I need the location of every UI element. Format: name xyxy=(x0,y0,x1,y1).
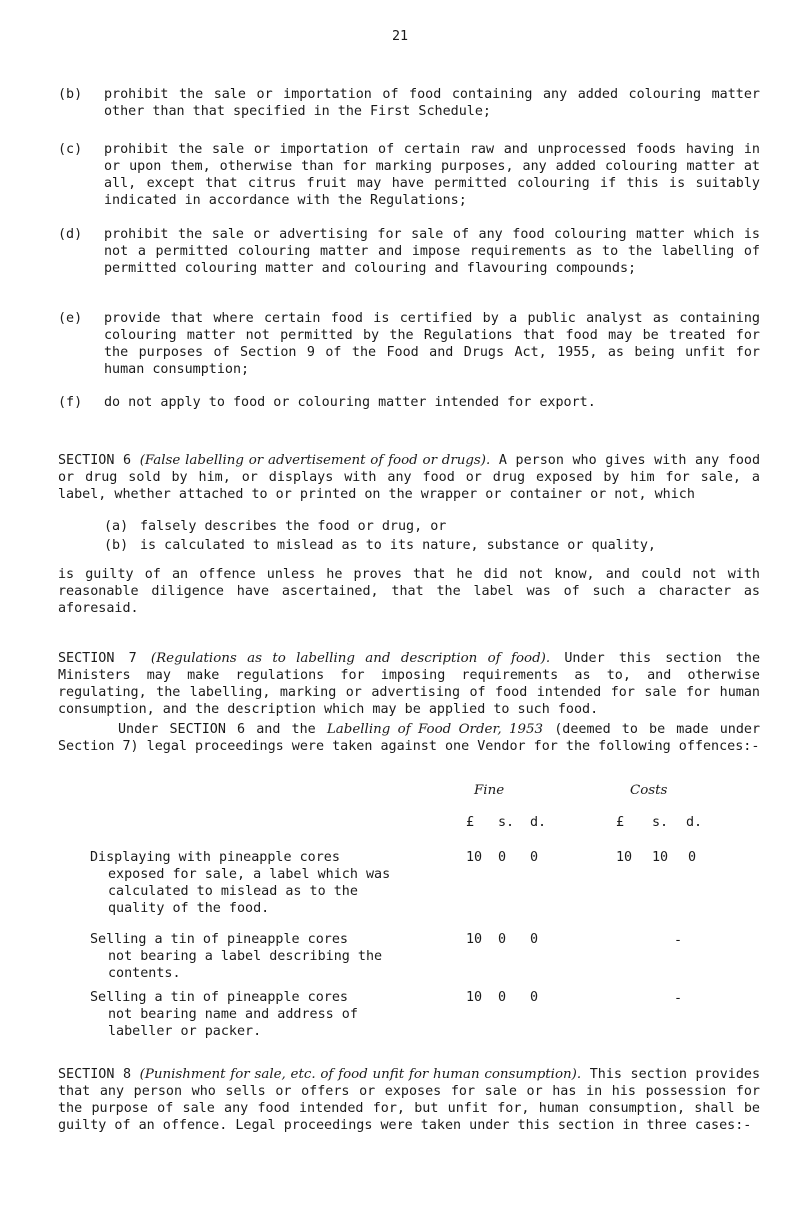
section-title: (False labelling or advertisement of food or drugs). xyxy=(139,453,491,468)
item-marker: (a) xyxy=(104,519,129,534)
row-3-costs-dash: - xyxy=(674,991,683,1006)
section-8-paragraph xyxy=(58,1066,760,1134)
description-continuation: not bearing name and address of labeller or packer. xyxy=(108,1007,358,1039)
section-7-paragraph xyxy=(58,650,760,718)
costs-pence-unit: d. xyxy=(686,815,703,830)
order-title: Labelling of Food Order, 1953 xyxy=(326,722,544,737)
fine-pounds-unit: £ xyxy=(466,815,475,830)
table-row-3-description xyxy=(90,989,420,1040)
table-row-1-description xyxy=(90,849,420,917)
fine-pence-unit: d. xyxy=(530,815,547,830)
clause-b xyxy=(58,86,760,120)
clause-text: prohibit the sale or importation of food containing any added colouring matter other than that specified in the First Schedule; xyxy=(104,87,760,119)
row-1-costs-pounds: 10 xyxy=(616,850,633,865)
section-body: Under this section the Ministers may make regulations for imposing requirements as to, and otherwise regulating, the labelling, marking or advertising of food intended for sale for human consumption, and the description which may be applied to such food. xyxy=(58,651,761,717)
row-1-fine-shillings: 0 xyxy=(498,850,507,865)
row-3-fine-pence: 0 xyxy=(530,990,539,1005)
clause-text: do not apply to food or colouring matter intended for export. xyxy=(104,395,596,410)
row-2-fine-pence: 0 xyxy=(530,932,539,947)
fine-shillings-unit: s. xyxy=(498,815,515,830)
row-2-fine-shillings: 0 xyxy=(498,932,507,947)
clause-marker: (c) xyxy=(58,142,83,157)
section-title: (Regulations as to labelling and description of food). xyxy=(150,651,551,666)
section-title: (Punishment for sale, etc. of food unfit for human consumption). xyxy=(139,1067,582,1082)
fine-header: Fine xyxy=(474,783,505,798)
paragraph-start: Under SECTION 6 and the xyxy=(118,722,316,737)
clause-marker: (b) xyxy=(58,87,83,102)
clause-text: provide that where certain food is certified by a public analyst as containing colouring matter not permitted by the Regulations that food may be treated for the purposes of Section 9 of the Food and Drugs Act, 1955, as being unfit for human consumption; xyxy=(104,311,760,377)
clause-c xyxy=(58,141,760,209)
clause-f xyxy=(58,394,760,411)
row-2-fine-pounds: 10 xyxy=(466,932,483,947)
costs-shillings-unit: s. xyxy=(652,815,669,830)
clause-text: prohibit the sale or importation of certain raw and unprocessed foods having in or upon them, otherwise than for marking purposes, any added colouring matter at all, except that citrus fruit may have permitted colouring if this is suitably indicated in accordance with the Regulations; xyxy=(104,142,760,208)
clause-marker: (e) xyxy=(58,311,83,326)
section-heading: SECTION 8 xyxy=(58,1067,132,1082)
section-6-item-a xyxy=(104,518,744,535)
section-6-conclusion: is guilty of an offence unless he proves that he did not know, and could not with reasonable diligence have ascertained, that the label was of such a character as aforesaid. xyxy=(58,567,760,616)
paragraph-end: (deemed to be made under Section 7) legal proceedings were taken against one Vendor for the following offences:- xyxy=(58,722,760,754)
costs-pounds-unit: £ xyxy=(616,815,625,830)
item-marker: (b) xyxy=(104,538,129,553)
row-1-fine-pounds: 10 xyxy=(466,850,483,865)
section-6-paragraph xyxy=(58,452,760,503)
clause-d xyxy=(58,226,760,277)
section-body: This section provides that any person who sells or offers or exposes for sale or has in his possession for the purpose of sale any food intended for, but unfit for, human consumption, shall be guilty of an offence. Legal proceedings were taken under this section in three cases:- xyxy=(58,1067,761,1133)
row-3-fine-pounds: 10 xyxy=(466,990,483,1005)
page-number: 21 xyxy=(391,29,409,44)
clause-e xyxy=(58,310,760,378)
table-row-2-description xyxy=(90,931,420,982)
description-continuation: exposed for sale, a label which was calculated to mislead as to the quality of the food. xyxy=(108,867,391,916)
section-heading: SECTION 6 xyxy=(58,453,132,468)
clause-marker: (f) xyxy=(58,395,83,410)
costs-header: Costs xyxy=(630,783,668,798)
section-6-item-b xyxy=(104,537,744,554)
row-1-costs-shillings: 10 xyxy=(652,850,669,865)
item-text: falsely describes the food or drug, or xyxy=(140,519,447,534)
row-3-fine-shillings: 0 xyxy=(498,990,507,1005)
clause-marker: (d) xyxy=(58,227,83,242)
row-1-fine-pence: 0 xyxy=(530,850,539,865)
section-heading: SECTION 7 xyxy=(58,651,137,666)
description-first-line: Selling a tin of pineapple cores xyxy=(90,932,348,947)
description-first-line: Selling a tin of pineapple cores xyxy=(90,990,348,1005)
description-first-line: Displaying with pineapple cores xyxy=(90,850,340,865)
row-2-costs-dash: - xyxy=(674,933,683,948)
offences-table xyxy=(58,782,760,1062)
description-continuation: not bearing a label describing the contents. xyxy=(108,949,383,981)
section-7-second-paragraph xyxy=(58,721,760,755)
row-1-costs-pence: 0 xyxy=(688,850,697,865)
clause-text: prohibit the sale or advertising for sale of any food colouring matter which is not a permitted colouring matter and impose requirements as to the labelling of permitted colouring matter and colouring and flavouring compounds; xyxy=(104,227,760,276)
item-text: is calculated to mislead as to its nature, substance or quality, xyxy=(140,538,656,553)
section-body: A person who gives with any food or drug sold by him, or displays with any food or drug exposed by him for sale, a label, whether attached to or printed on the wrapper or container or not, which xyxy=(58,453,761,502)
